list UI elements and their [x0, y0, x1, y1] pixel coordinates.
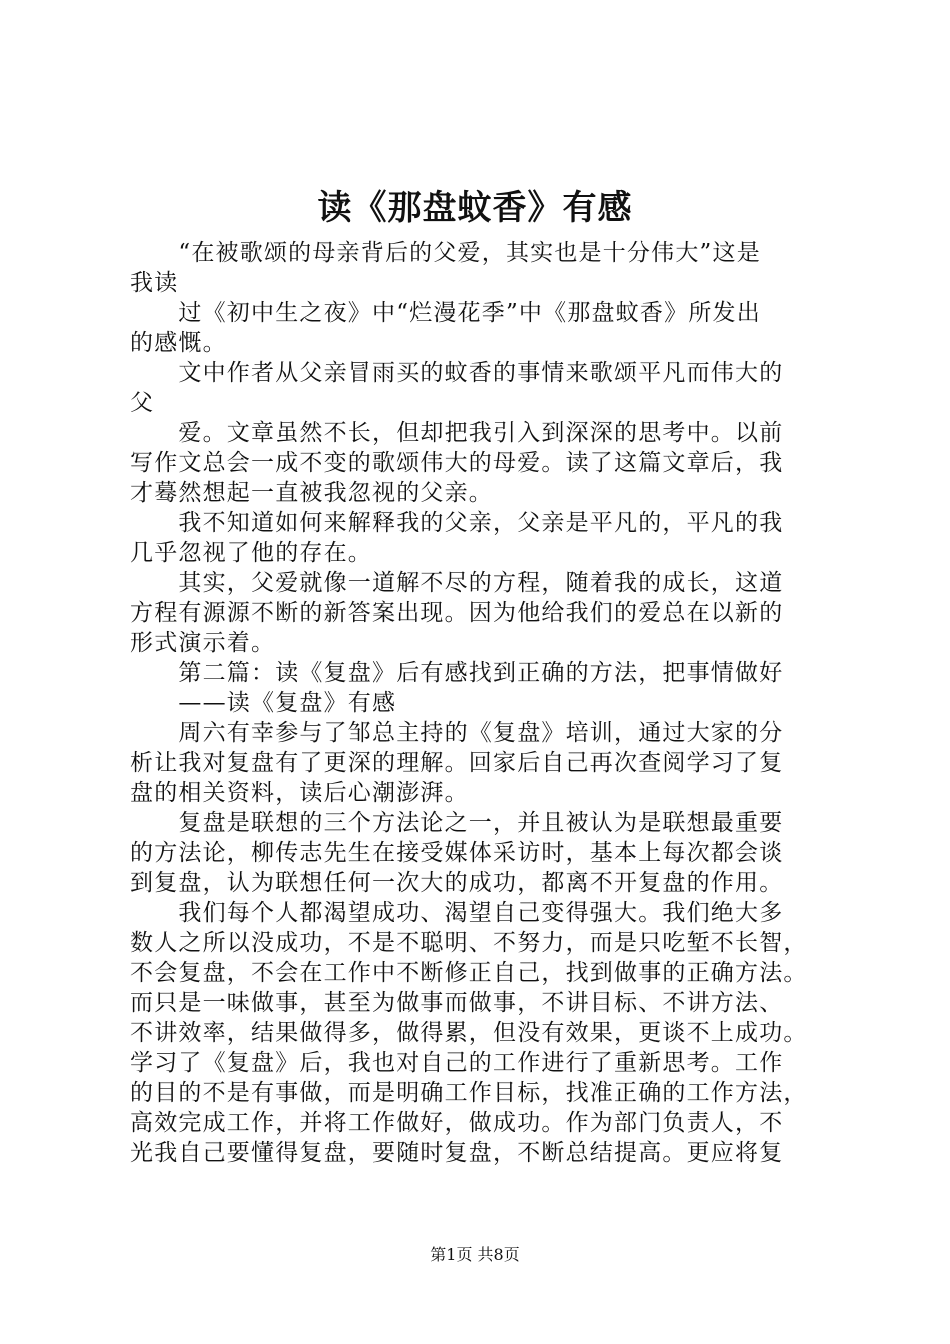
document-body	[130, 238, 850, 1168]
text-line: “在被歌颂的母亲背后的父爱，其实也是十分伟大”这是	[130, 240, 761, 266]
text-line: 学习了《复盘》后，我也对自己的工作进行了重新思考。工作	[130, 1050, 784, 1076]
text-line: 光我自己要懂得复盘，要随时复盘，不断总结提高。更应将复	[130, 1140, 784, 1166]
text-line: 的方法论，柳传志先生在接受媒体采访时，基本上每次都会谈	[130, 840, 784, 866]
text-line: 其实，父爱就像一道解不尽的方程，随着我的成长，这道	[130, 570, 784, 596]
text-line: 复盘是联想的三个方法论之一，并且被认为是联想最重要	[130, 810, 784, 836]
document-title: 读《那盘蚊香》有感	[317, 188, 633, 228]
text-line: 第二篇：读《复盘》后有感找到正确的方法，把事情做好	[130, 660, 784, 686]
text-line: 我读	[130, 270, 179, 296]
text-line: 爱。文章虽然不长，但却把我引入到深深的思考中。以前	[130, 420, 784, 446]
text-line: 数人之所以没成功，不是不聪明、不努力，而是只吃堑不长智，	[130, 930, 808, 956]
page-footer: 第1页 共8页	[430, 1245, 520, 1264]
text-line: 到复盘，认为联想任何一次大的成功，都离不开复盘的作用。	[130, 870, 784, 896]
text-line: 不讲效率，结果做得多，做得累，但没有效果，更谈不上成功。	[130, 1020, 808, 1046]
text-line: 我们每个人都渴望成功、渴望自己变得强大。我们绝大多	[130, 900, 784, 926]
text-line: 的感慨。	[130, 330, 227, 356]
text-line: 才蓦然想起一直被我忽视的父亲。	[130, 480, 493, 506]
text-line: 而只是一味做事，甚至为做事而做事，不讲目标、不讲方法、	[130, 990, 784, 1016]
text-line: 周六有幸参与了邹总主持的《复盘》培训，通过大家的分	[130, 720, 784, 746]
text-line: 形式演示着。	[130, 630, 276, 656]
text-line: 析让我对复盘有了更深的理解。回家后自己再次查阅学习了复	[130, 750, 784, 776]
text-line: 我不知道如何来解释我的父亲，父亲是平凡的，平凡的我	[130, 510, 784, 536]
text-line: 不会复盘，不会在工作中不断修正自己，找到做事的正确方法。	[130, 960, 808, 986]
text-line: 过《初中生之夜》中“烂漫花季”中《那盘蚊香》所发出	[130, 300, 761, 326]
text-line: 写作文总会一成不变的歌颂伟大的母爱。读了这篇文章后，我	[130, 450, 784, 476]
text-line: 文中作者从父亲冒雨买的蚊香的事情来歌颂平凡而伟大的	[130, 360, 784, 386]
text-line: 盘的相关资料，读后心潮澎湃。	[130, 780, 469, 806]
text-line: 父	[130, 390, 155, 416]
text-line: 几乎忽视了他的存在。	[130, 540, 372, 566]
text-line: 高效完成工作，并将工作做好，做成功。作为部门负责人，不	[130, 1110, 784, 1136]
text-line: ——读《复盘》有感	[130, 690, 397, 716]
text-line: 的目的不是有事做，而是明确工作目标，找准正确的工作方法，	[130, 1080, 808, 1106]
text-line: 方程有源源不断的新答案出现。因为他给我们的爱总在以新的	[130, 600, 784, 626]
